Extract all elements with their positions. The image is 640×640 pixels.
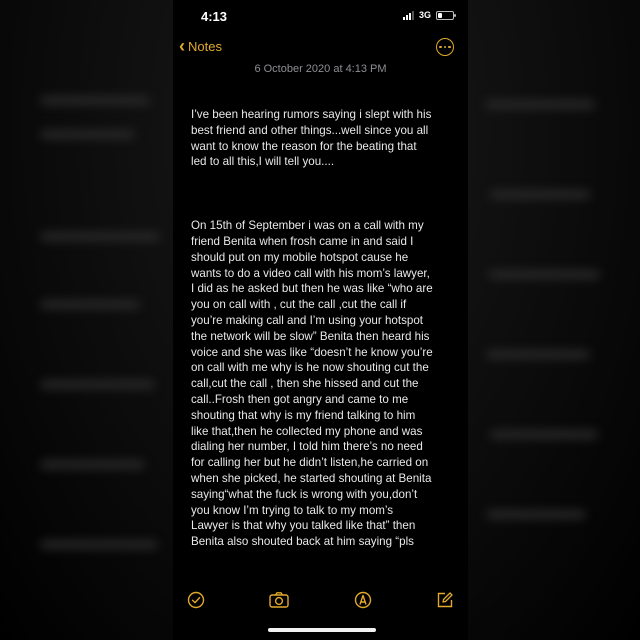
note-paragraph: I’ve been hearing rumors saying i slept with his best friend and other things...well since you all want to know the reason for the beating that led to all this,I will tell you.... — [191, 108, 432, 169]
ellipsis-circle-icon[interactable] — [436, 38, 454, 56]
blurred-text-line — [485, 100, 595, 109]
phone-screen — [173, 0, 468, 640]
blurred-text-line — [486, 350, 590, 359]
blurred-text-line — [40, 540, 158, 549]
signal-icon — [403, 11, 414, 20]
chevron-left-icon: ‹ — [179, 36, 185, 56]
blurred-text-line — [490, 190, 590, 199]
status-indicators — [403, 10, 454, 20]
nav-bar — [173, 34, 468, 62]
home-indicator[interactable] — [268, 628, 376, 632]
blurred-text-line — [40, 130, 135, 139]
status-time: 4:13 — [201, 9, 228, 24]
blurred-text-line — [40, 460, 145, 469]
blurred-text-line — [486, 510, 586, 519]
checklist-icon[interactable] — [187, 591, 205, 609]
network-type: 3G — [418, 10, 431, 20]
battery-level — [438, 13, 442, 18]
blurred-text-line — [40, 300, 140, 309]
markup-icon[interactable] — [354, 591, 372, 609]
blurred-text-line — [40, 380, 155, 389]
note-paragraph: On 15th of September i was on a call with my friend Benita when frosh came in and said I should put on my mobile hotspot cause he wants to do a video call with his mom’s lawyer, I did as he asked but then he was like “who are you on call with , cut the call ,cut the call if you’re making call and I’m using your hotspot the network will be slow” Benita then heard his voice and she was like “doesn’t he know you’re on call with me why is he now shouting cut the call,cut the call , then she hissed and cut the call..Frosh then got angry and came to me shouting that why is my friend talking to him like that,then he collected my phone and was dialing her number, I told him there’s no need for calling her but he didn’t listen,he carried on when she picked, he started shouting at Benita saying“what the fuck is wrong with you,don’t you know I’m trying to talk to my mom’s Lawyer is that why you talked like that” then Benita also shouted back at him saying “pls — [191, 219, 433, 549]
blurred-text-line — [488, 270, 600, 279]
camera-icon[interactable] — [269, 591, 289, 609]
blurred-text-line — [40, 96, 150, 105]
paragraph-spacer — [191, 170, 456, 218]
compose-icon[interactable] — [436, 591, 454, 609]
battery-icon — [436, 11, 454, 20]
back-label: Notes — [188, 38, 222, 54]
back-to-notes-button[interactable] — [179, 37, 222, 55]
note-body[interactable] — [191, 107, 456, 550]
blurred-text-line — [40, 232, 160, 241]
status-bar — [173, 0, 468, 34]
note-date: 6 October 2020 at 4:13 PM — [254, 63, 387, 75]
blurred-text-line — [490, 430, 598, 439]
